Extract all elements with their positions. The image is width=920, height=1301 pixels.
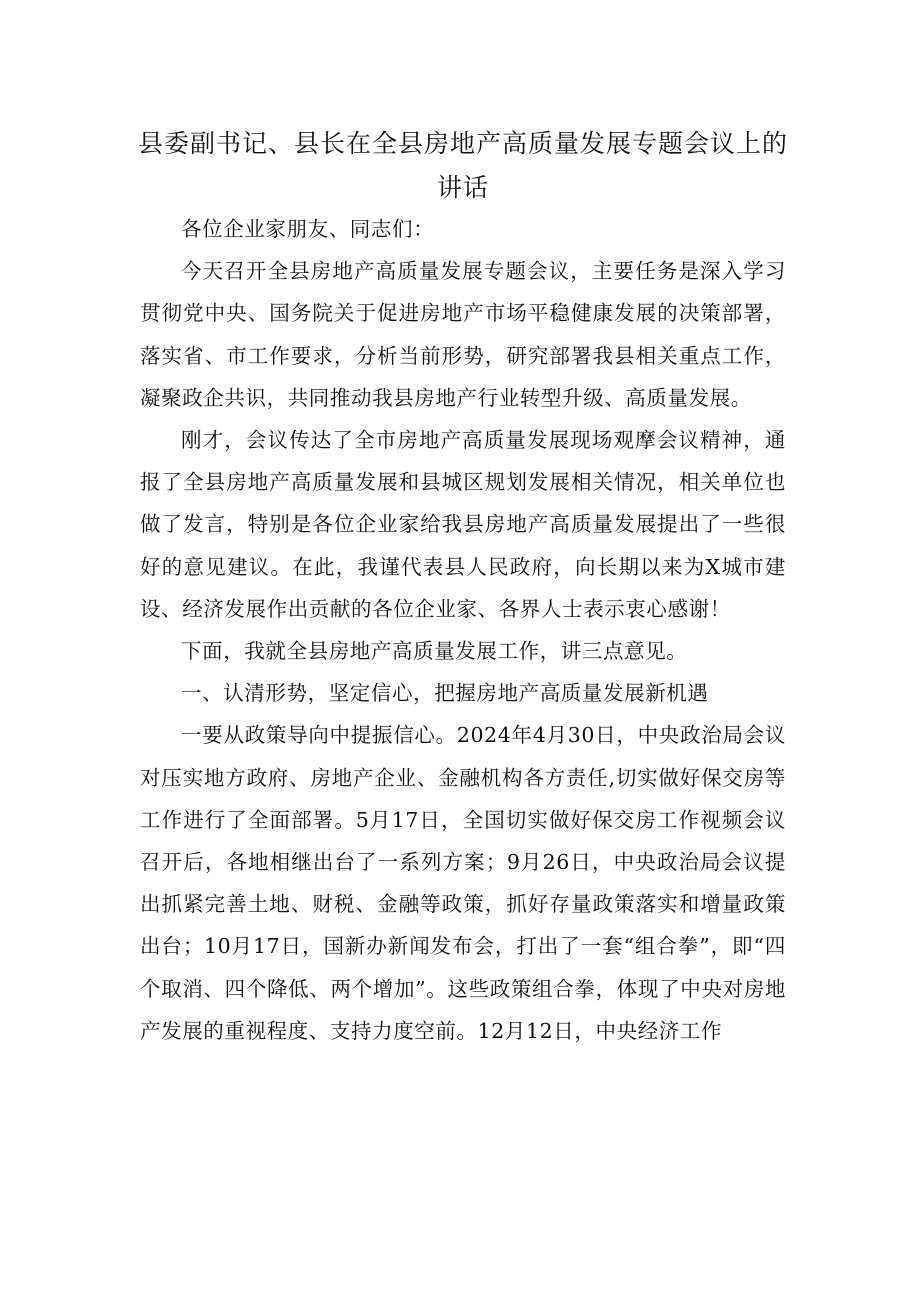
recap-paragraph: 刚才，会议传达了全市房地产高质量发展现场观摩会议精神，通报了全县房地产高质量发展和县城区规划发展相关情况，相关单位也做了发言，特别是各位企业家给我县房地产高质量发展提出了一些很好的意见建议。在此，我谨代表县人民政府，向长期以来为X城市建设、经济发展作出贡献的各位企业家、各界人士表示衷心感谢！ [140, 428, 786, 621]
document-body [140, 208, 786, 1052]
salutation-paragraph: 各位企业家朋友、同志们： [181, 217, 435, 241]
policy-paragraph: 一要从政策导向中提振信心。2024年4月30日，中央政治局会议对压实地方政府、房地产企业、金融机构各方责任,切实做好保交房等工作进行了全面部署。5月17日，全国切实做好保交房工作视频会议召开后，各地相继出台了一系列方案；9月26日，中央政治局会议提出抓紧完善土地、财税、金融等政策，抓好存量政策落实和增量政策出台；10月17日，国新办新闻发布会，打出了一套“组合拳”，即“四个取消、四个降低、两个增加”。这些政策组合拳，体现了中央对房地产发展的重视程度、支持力度空前。12月12日，中央经济工作 [140, 723, 786, 1043]
intro-paragraph: 今天召开全县房地产高质量发展专题会议，主要任务是深入学习贯彻党中央、国务院关于促进房地产市场平稳健康发展的决策部署，落实省、市工作要求，分析当前形势，研究部署我县相关重点工作，凝聚政企共识，共同推动我县房地产行业转型升级、高质量发展。 [140, 259, 786, 410]
section-heading-1: 一、认清形势，坚定信心，把握房地产高质量发展新机遇 [181, 681, 709, 706]
outline-paragraph: 下面，我就全县房地产高质量发展工作，讲三点意见。 [181, 639, 688, 664]
document-title: 县委副书记、县长在全县房地产高质量发展专题会议上的讲话 [138, 129, 789, 202]
